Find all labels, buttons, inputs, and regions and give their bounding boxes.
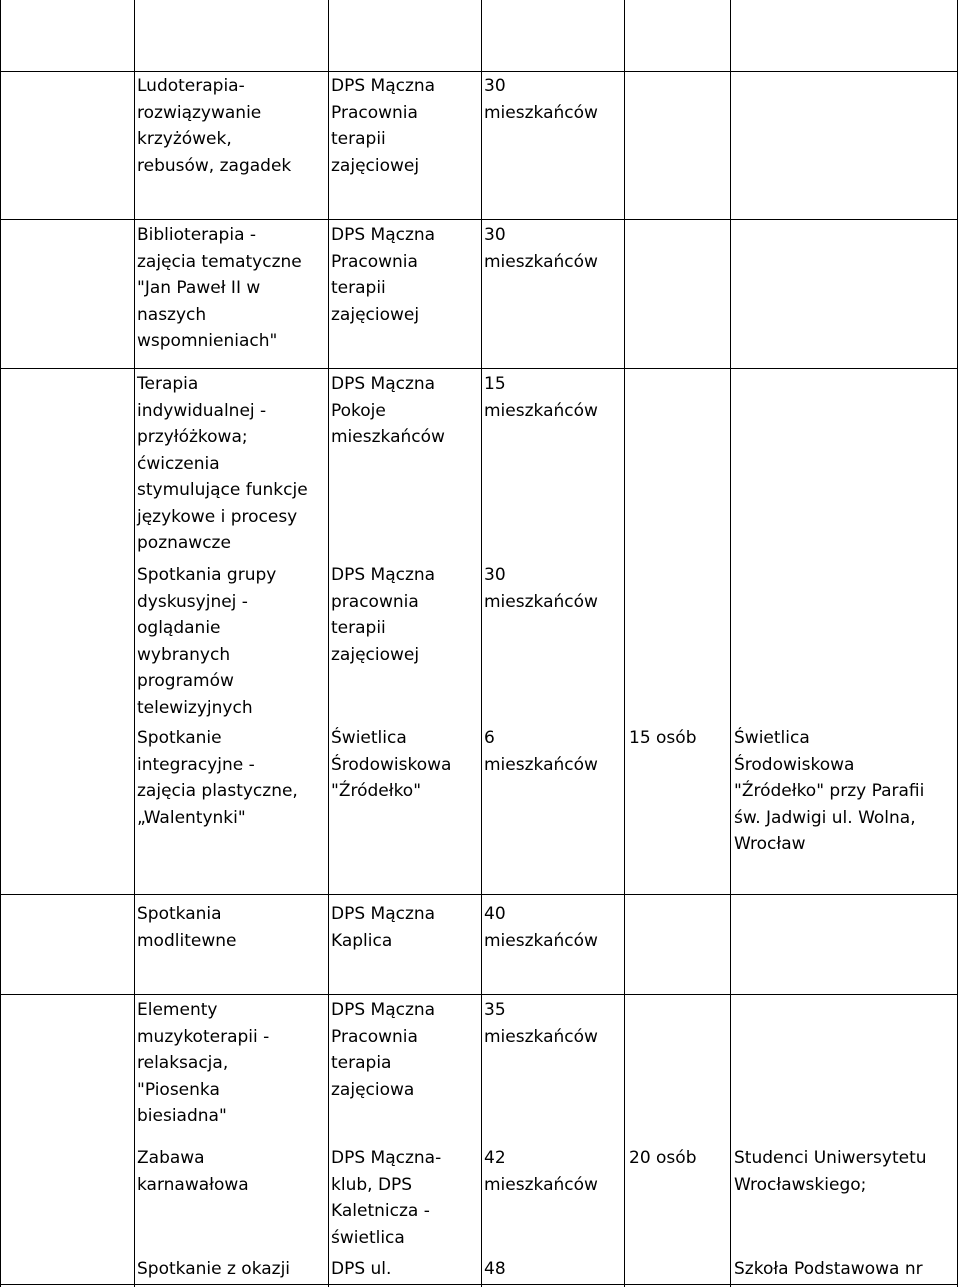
- participants-cell: 15 mieszkańców: [484, 374, 598, 421]
- activity-cell: Biblioterapia - zajęcia tematyczne "Jan Paweł II w naszych wspomnieniach": [137, 225, 302, 351]
- column-border: [730, 0, 731, 1287]
- activity-cell: Elementy muzykoterapii - relaksacja, "Piosenka biesiadna": [137, 1000, 270, 1126]
- activity-cell: Ludoterapia- rozwiązywanie krzyżówek, rebusów, zagadek: [137, 76, 292, 176]
- activity-cell: Spotkanie integracyjne - zajęcia plastyczne, „Walentynki": [137, 728, 298, 828]
- participants-cell: 48: [484, 1259, 506, 1279]
- participants-cell: 35 mieszkańców: [484, 1000, 598, 1047]
- column-border: [328, 0, 329, 1287]
- guests-cell: 20 osób: [629, 1148, 697, 1168]
- place-cell: DPS Mączna Pracownia terapia zajęciowa: [331, 1000, 436, 1100]
- activity-cell: Spotkania modlitewne: [137, 904, 237, 951]
- participants-cell: 30 mieszkańców: [484, 565, 598, 612]
- place-cell: Świetlica Środowiskowa "Źródełko": [331, 728, 452, 801]
- activity-cell: Spotkanie z okazji: [137, 1259, 291, 1279]
- column-border: [134, 0, 135, 1287]
- participants-cell: 42 mieszkańców: [484, 1148, 598, 1195]
- place-cell: DPS Mączna pracownia terapii zajęciowej: [331, 565, 436, 665]
- participants-cell: 30 mieszkańców: [484, 76, 598, 123]
- partner-cell: Studenci Uniwersytetu Wrocławskiego;: [734, 1148, 927, 1195]
- place-cell: DPS Mączna Pracownia terapii zajęciowej: [331, 225, 436, 325]
- place-cell: DPS Mączna- klub, DPS Kaletnicza - świetlica: [331, 1148, 442, 1248]
- row-border: [0, 368, 958, 369]
- place-cell: DPS Mączna Pokoje mieszkańców: [331, 374, 445, 447]
- row-border: [0, 71, 958, 72]
- participants-cell: 6 mieszkańców: [484, 728, 598, 775]
- row-border: [0, 219, 958, 220]
- activity-cell: Zabawa karnawałowa: [137, 1148, 249, 1195]
- place-cell: DPS Mączna Pracownia terapii zajęciowej: [331, 76, 436, 176]
- participants-cell: 30 mieszkańców: [484, 225, 598, 272]
- row-border: [0, 994, 958, 995]
- partner-cell: Świetlica Środowiskowa "Źródełko" przy Parafii św. Jadwigi ul. Wolna, Wrocław: [734, 728, 925, 854]
- place-cell: DPS Mączna Kaplica: [331, 904, 436, 951]
- column-border: [624, 0, 625, 1287]
- row-border: [0, 1284, 958, 1285]
- column-border: [481, 0, 482, 1287]
- activity-cell: Spotkania grupy dyskusyjnej - oglądanie wybranych programów telewizyjnych: [137, 565, 277, 718]
- column-border: [957, 0, 958, 1287]
- row-border: [0, 894, 958, 895]
- column-border: [0, 0, 1, 1287]
- guests-cell: 15 osób: [629, 728, 697, 748]
- activity-cell: Terapia indywidualnej - przyłóżkowa; ćwiczenia stymulujące funkcje językowe i procesy poznawcze: [137, 374, 308, 553]
- participants-cell: 40 mieszkańców: [484, 904, 598, 951]
- place-cell: DPS ul.: [331, 1259, 392, 1279]
- partner-cell: Szkoła Podstawowa nr: [734, 1259, 923, 1279]
